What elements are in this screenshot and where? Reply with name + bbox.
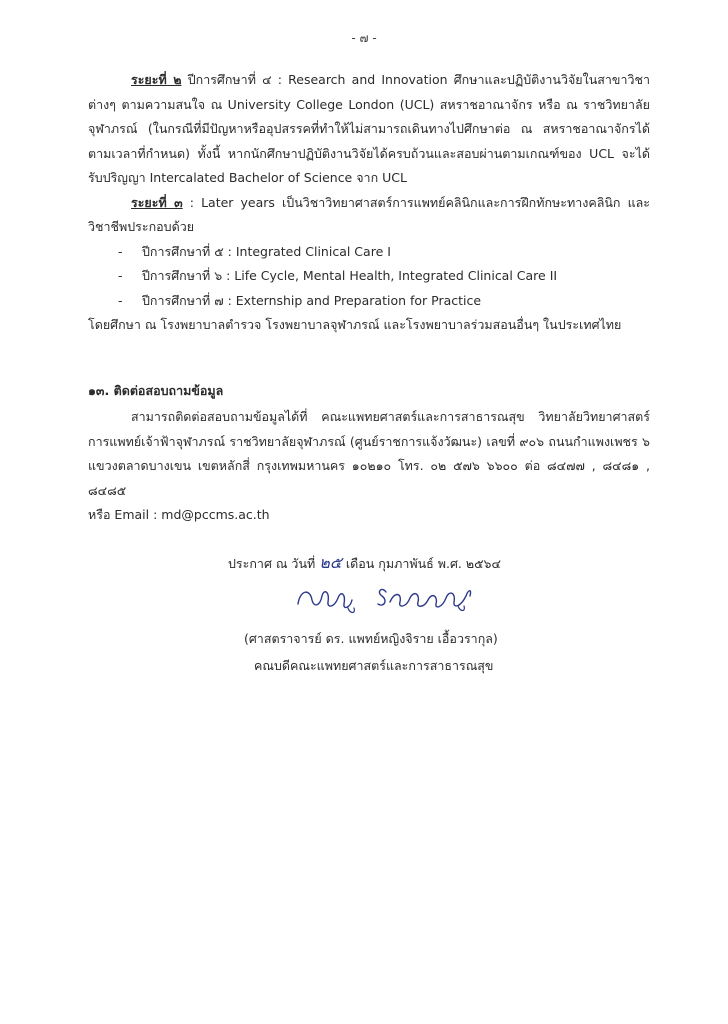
page-number: - ๗ - [351,31,377,45]
announcement-prefix: ประกาศ ณ วันที่ [228,556,316,571]
signer-title: คณบดีคณะแพทยศาสตร์และการสาธารณสุข [254,658,494,673]
phase-3-text: : Later years เป็นวิชาวิทยาศาสตร์การแพทย์คลินิกและการฝึกทักษะทางคลินิก และวิชาชีพประกอบด้วย [88,194,650,234]
contact-email: หรือ Email : md@pccms.ac.th [88,507,270,522]
signer-name: (ศาสตราจารย์ ดร. แพทย์หญิงจิราย เอื้อวรากุล) [244,631,498,646]
phase-2-text: ปีการศึกษาที่ ๔ : Research and Innovation ศึกษาและปฏิบัติงานวิจัยในสาขาวิชาต่างๆ ตามความสนใจ ณ University College London (UCL) สหราชอาณาจักร หรือ ณ ราชวิทยาลัยจุฬาภรณ์ (ในกรณีที่มีปัญหาหรืออุปสรรคที่ทำให้ไม่สามารถเดินทางไปศึกษาต่อ ณ สหราชอาณาจักรได้ตามเวลาที่กำหนด) ทั้งนี้ หากนักศึกษาปฏิบัติงานวิจัยได้ครบถ้วนและสอบผ่านตามเกณฑ์ของ UCL จะได้รับปริญญา Intercalated Bachelor of Science จาก UCL [88,72,650,185]
handwritten-signature [290,578,490,618]
list-marker: - [118,243,123,259]
list-item [118,289,650,314]
list-marker: - [118,292,123,308]
list-item-text: ปีการศึกษาที่ ๖ : Life Cycle, Mental Health, Integrated Clinical Care II [142,268,558,283]
phase-3-year-list [88,240,650,314]
phase-3-paragraph [88,191,650,240]
program-phases [88,68,650,338]
list-item [118,240,650,265]
list-marker: - [118,268,123,283]
announcement-suffix: เดือน กุมภาพันธ์ พ.ศ. ๒๕๖๔ [345,556,501,571]
phase-3-label: ระยะที่ ๓ [131,194,183,210]
announcement-day: ๒๕ [319,553,342,572]
announcement-date [228,551,501,576]
list-item-text: ปีการศึกษาที่ ๗ : Externship and Preparation for Practice [142,292,482,308]
phase-3-closing: โดยศึกษา ณ โรงพยาบาลตำรวจ โรงพยาบาลจุฬาภรณ์ และโรงพยาบาลร่วมสอนอื่นๆ ในประเทศไทย [88,317,622,332]
list-item [118,264,650,289]
list-item-text: ปีการศึกษาที่ ๕ : Integrated Clinical Care I [142,243,391,259]
phase-2-label: ระยะที่ ๒ [131,72,182,87]
contact-heading: ๑๓. ติดต่อสอบถามข้อมูล [88,383,224,398]
phase-2-paragraph [88,68,650,191]
contact-section [88,405,650,528]
contact-text: สามารถติดต่อสอบถามข้อมูลได้ที่ คณะแพทยศาสตร์และการสาธารณสุข วิทยาลัยวิทยาศาสตร์การแพทย์เจ้าฟ้าจุฬาภรณ์ ราชวิทยาลัยจุฬาภรณ์ (ศูนย์ราชการแจ้งวัฒนะ) เลขที่ ๙๐๖ ถนนกำแพงเพชร ๖ แขวงตลาดบางเขน เขตหลักสี่ กรุงเทพมหานคร ๑๐๒๑๐ โทร. ๐๒ ๕๗๖ ๖๖๐๐ ต่อ ๘๔๗๗ , ๘๔๘๑ , ๘๔๘๕ [88,409,650,498]
